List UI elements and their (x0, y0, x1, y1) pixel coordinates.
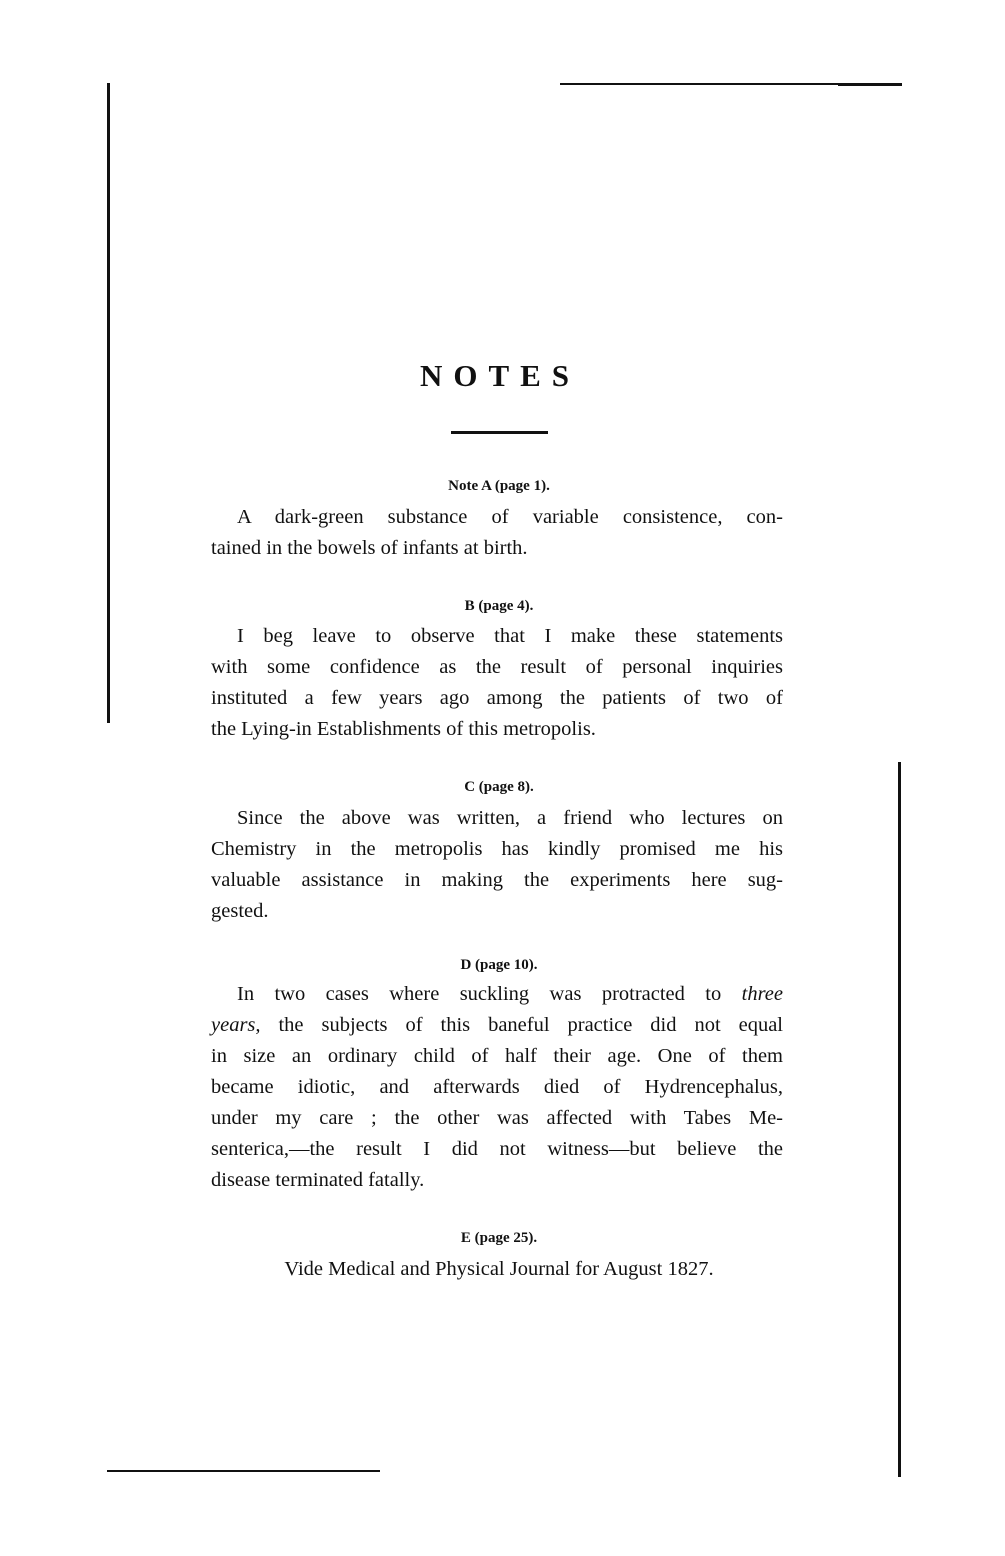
note-b-line-4: the Lying-in Establishments of this metropolis. (211, 718, 596, 740)
note-a-text (211, 502, 783, 564)
note-d-emphasis-three: three (741, 983, 783, 1005)
note-d-line-2 (211, 1010, 783, 1041)
note-d-line-1 (211, 979, 783, 1010)
note-c-line-2: Chemistry in the metropolis has kindly promised me his (211, 838, 783, 860)
note-a-line-1: A dark-green substance of variable consistence, con- (237, 506, 783, 528)
note-c-label: C (page 8). (464, 779, 534, 795)
note-a-line-2: tained in the bowels of infants at birth. (211, 537, 528, 559)
note-b-line-3: instituted a few years ago among the patients of two of (211, 687, 783, 709)
note-e-label: E (page 25). (460, 1230, 538, 1246)
note-b-line-2: with some confidence as the result of personal inquiries (211, 656, 783, 678)
note-d-line-2-text: the subjects of this baneful practice did not equal (260, 1014, 783, 1036)
note-d-line-1-text: In two cases where suckling was protracted to (237, 983, 742, 1005)
note-d-line-4: became idiotic, and afterwards died of Hydrencephalus, (211, 1076, 783, 1098)
note-d-line-7: disease terminated fatally. (211, 1169, 425, 1191)
note-b-line-1: I beg leave to observe that I make these statements (237, 625, 783, 647)
note-c-line-4: gested. (211, 900, 269, 922)
note-b-text (211, 621, 783, 745)
note-e-text: Vide Medical and Physical Journal for August 1827. (284, 1258, 714, 1280)
heading-rule (451, 431, 548, 434)
note-d-label: D (page 10). (460, 957, 538, 973)
note-a-label: Note A (page 1). (448, 478, 550, 494)
note-d-line-5: under my care ; the other was affected with Tabes Me- (211, 1107, 783, 1129)
scan-edge-line-right (898, 762, 901, 1477)
note-d-line-6: senterica,—the result I did not witness—but believe the (211, 1138, 783, 1160)
note-c-text (211, 803, 783, 927)
note-d-emphasis-years: years, (211, 1014, 261, 1036)
note-c-line-3: valuable assistance in making the experiments here sug- (211, 869, 783, 891)
page-title: NOTES (419, 358, 581, 393)
note-c-line-1: Since the above was written, a friend who lectures on (237, 807, 783, 829)
scan-edge-line-top-thick (838, 83, 902, 86)
scan-edge-line-left (107, 83, 110, 723)
note-d-line-3: in size an ordinary child of half their age. One of them (211, 1045, 783, 1067)
scan-edge-line-bottom (107, 1470, 380, 1472)
note-d-text (211, 979, 783, 1196)
note-b-label: B (page 4). (464, 598, 534, 614)
